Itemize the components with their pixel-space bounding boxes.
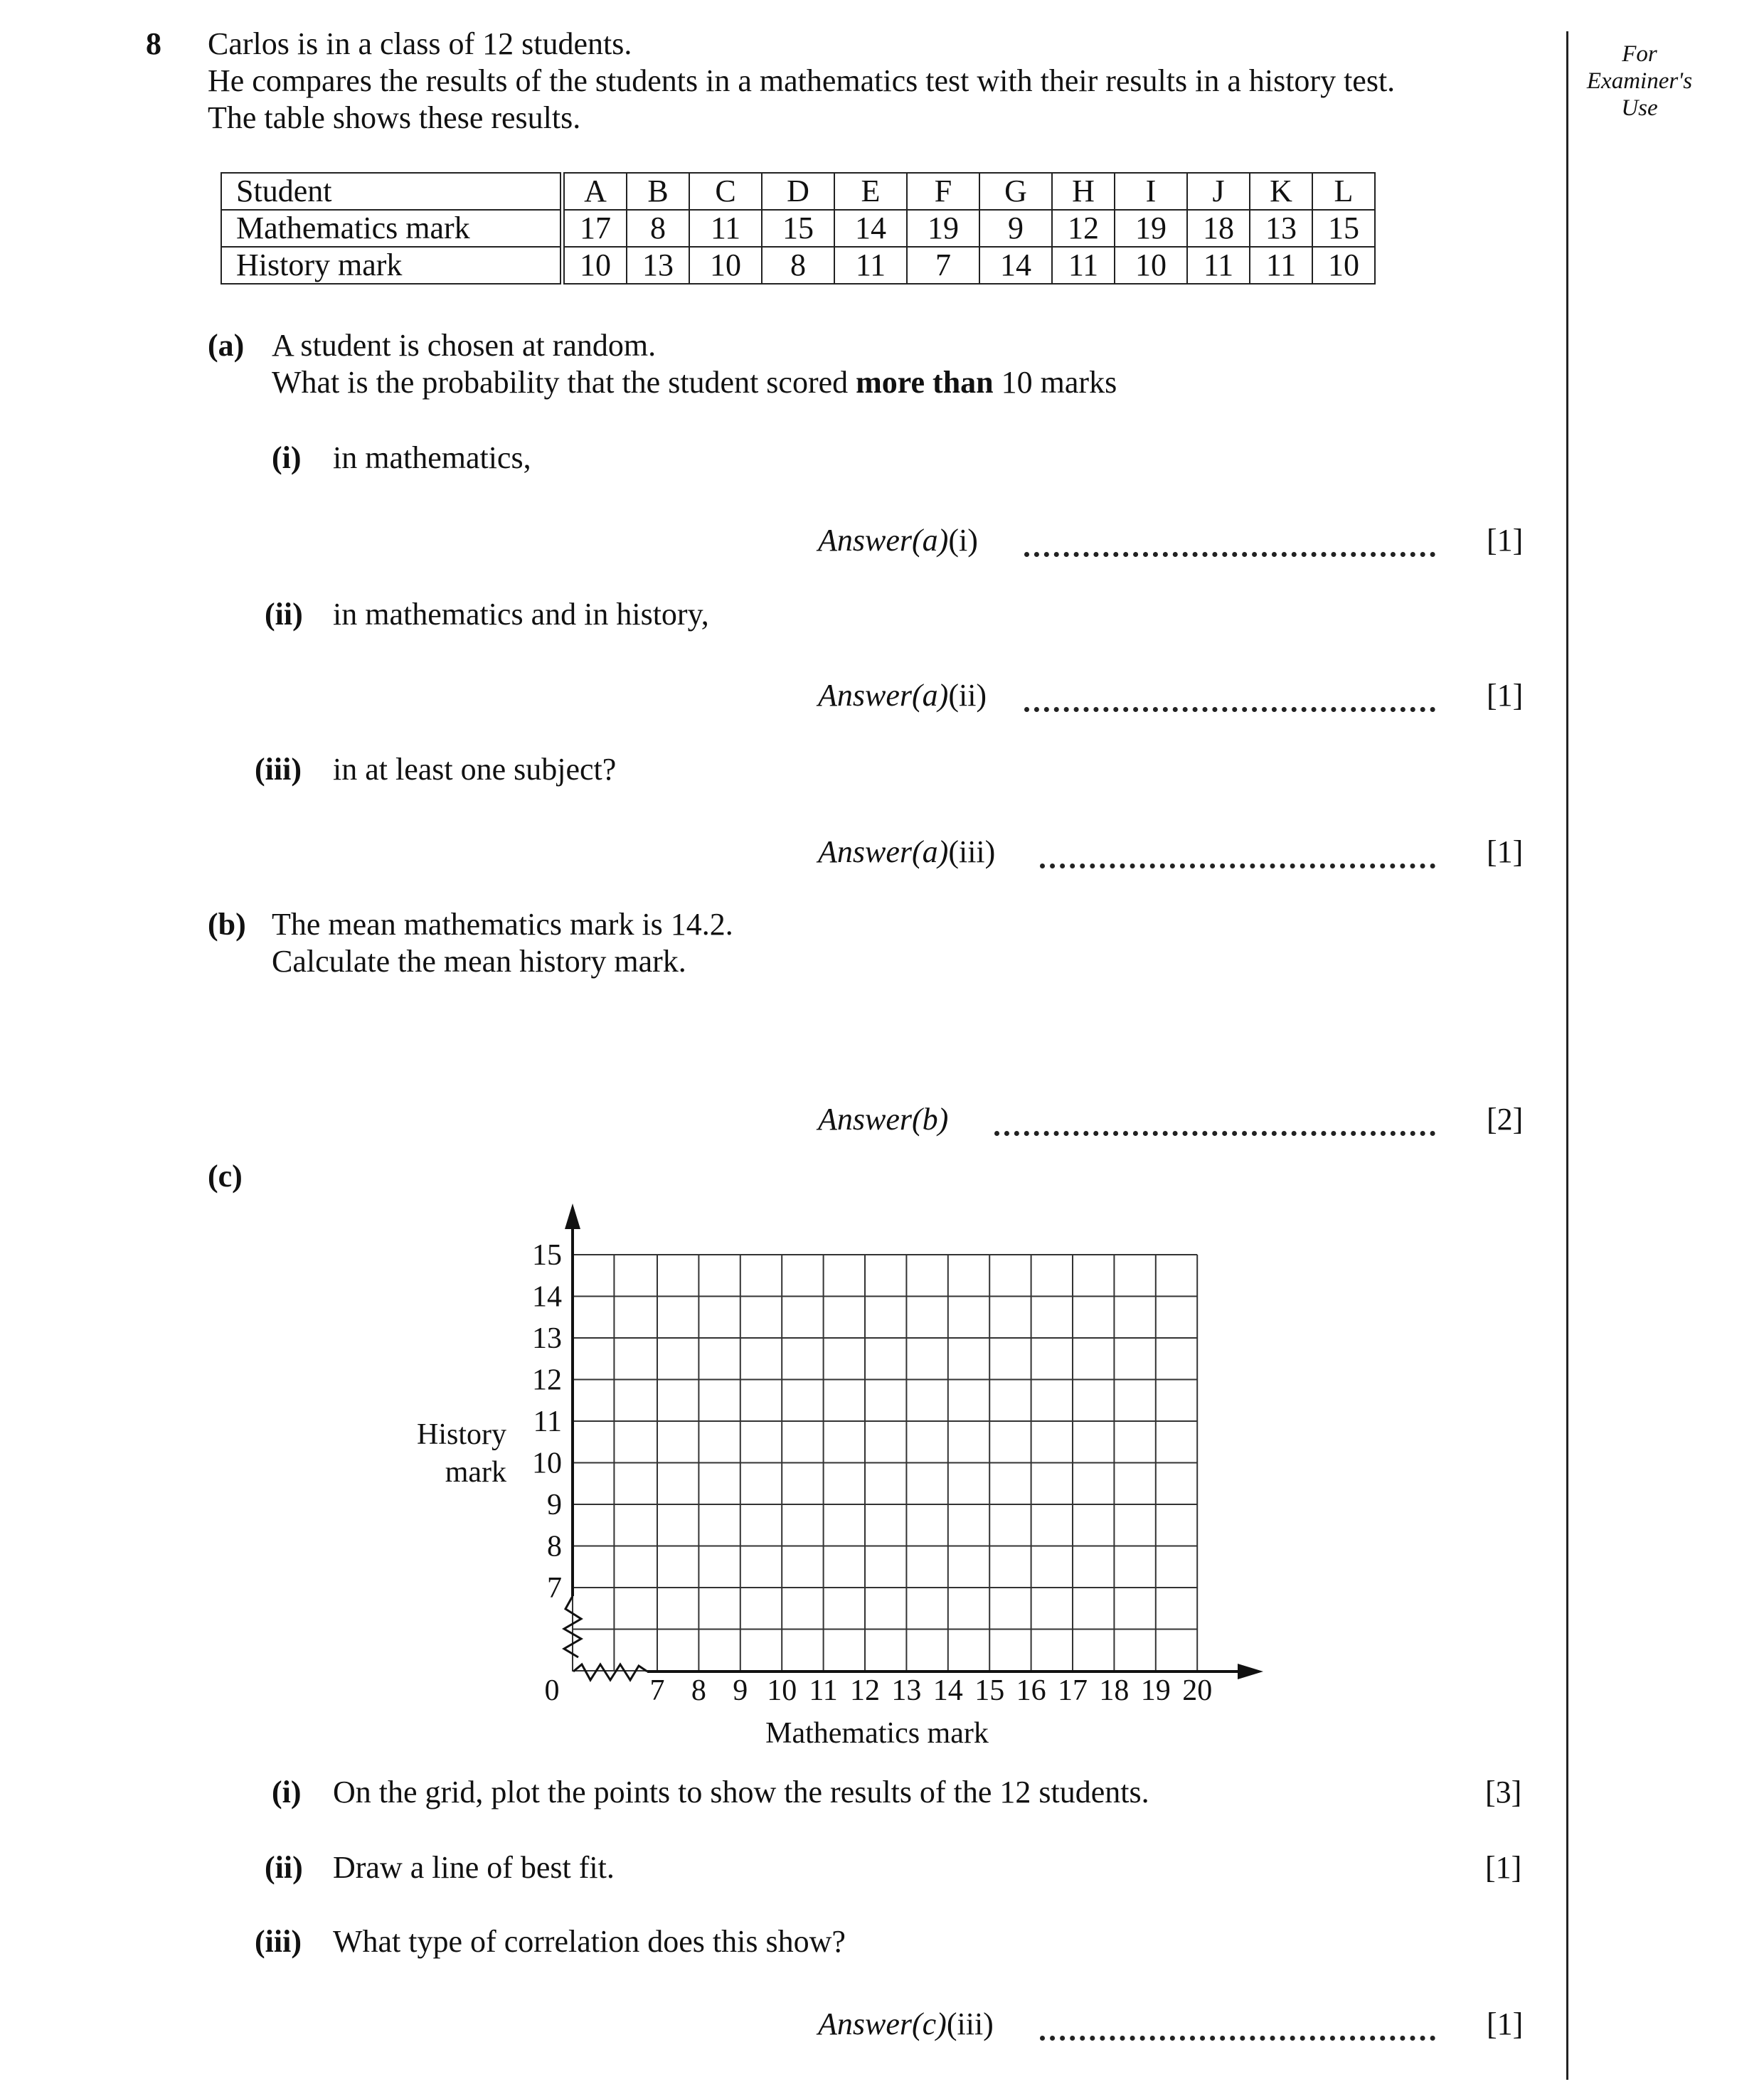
x-tick-label: 7 xyxy=(649,1674,665,1707)
x-tick-label: 13 xyxy=(891,1674,922,1707)
answer-c-iii-line[interactable] xyxy=(1040,2036,1435,2041)
history-mark-cell: 13 xyxy=(627,247,689,284)
tick-labels xyxy=(532,1239,1212,1707)
marks-a-iii: [1] xyxy=(1487,834,1524,869)
marks-c-ii: [1] xyxy=(1485,1850,1522,1885)
student-cell: F xyxy=(907,173,979,210)
history-mark-cell: 11 xyxy=(1052,247,1115,284)
y-tick-label: 15 xyxy=(532,1239,562,1272)
y-axis-arrow xyxy=(565,1203,580,1229)
y-axis-label-line-2: mark xyxy=(445,1456,506,1489)
part-a-line-2-pre: What is the probability that the student scored xyxy=(272,365,856,400)
student-cell: D xyxy=(762,173,834,210)
math-mark-cell: 15 xyxy=(762,210,834,247)
examiner-use-line-2: Examiner's xyxy=(1586,68,1693,94)
y-axis-label-line-1: History xyxy=(417,1418,506,1451)
part-b-line-1: The mean mathematics mark is 14.2. xyxy=(272,907,733,942)
part-a-line-1: A student is chosen at random. xyxy=(272,328,657,363)
row-header-student: Student xyxy=(221,173,563,210)
part-b-label: (b) xyxy=(208,907,246,942)
answer-c-iii-label xyxy=(818,2006,994,2043)
part-c-iii-text: What type of correlation does this show? xyxy=(333,1924,846,1959)
student-cell: A xyxy=(563,173,627,210)
x-tick-label: 17 xyxy=(1058,1674,1088,1707)
intro-line-1: Carlos is in a class of 12 students. xyxy=(208,26,632,61)
x-tick-label: 10 xyxy=(767,1674,797,1707)
origin-label: 0 xyxy=(544,1674,560,1707)
row-header-history: History mark xyxy=(221,247,563,284)
part-a-i-label: (i) xyxy=(272,440,302,475)
part-a-iii-text: in at least one subject? xyxy=(333,752,617,787)
row-header-math: Mathematics mark xyxy=(221,210,563,247)
x-tick-label: 18 xyxy=(1099,1674,1130,1707)
x-axis-break xyxy=(573,1664,647,1680)
y-tick-label: 7 xyxy=(547,1572,562,1605)
student-cell: I xyxy=(1115,173,1187,210)
x-tick-label: 8 xyxy=(691,1674,706,1707)
student-cell: K xyxy=(1250,173,1312,210)
math-mark-cell: 18 xyxy=(1187,210,1250,247)
x-axis-arrow xyxy=(1238,1664,1263,1679)
examiner-use-line-1: For xyxy=(1622,41,1657,67)
examiner-use-line-3: Use xyxy=(1621,95,1658,121)
part-c-i-text: On the grid, plot the points to show the results of the 12 students. xyxy=(333,1775,1149,1809)
part-c-ii-label: (ii) xyxy=(265,1850,303,1885)
marks-b: [2] xyxy=(1487,1102,1524,1137)
part-a-iii-label: (iii) xyxy=(255,752,302,787)
part-a-ii-label: (ii) xyxy=(265,597,303,632)
answer-b-label: Answer(b) xyxy=(818,1102,949,1137)
math-mark-cell: 12 xyxy=(1052,210,1115,247)
math-mark-cell: 15 xyxy=(1312,210,1375,247)
answer-a-iii-label-roman: (iii) xyxy=(948,834,996,869)
y-tick-label: 13 xyxy=(532,1322,562,1355)
axes xyxy=(564,1203,1263,1680)
part-c-ii-text: Draw a line of best fit. xyxy=(333,1850,615,1885)
part-c-i-label: (i) xyxy=(272,1775,302,1809)
y-tick-label: 11 xyxy=(533,1405,562,1438)
x-tick-label: 15 xyxy=(974,1674,1005,1707)
x-tick-label: 11 xyxy=(809,1674,838,1707)
student-cell: H xyxy=(1052,173,1115,210)
part-b-line-2: Calculate the mean history mark. xyxy=(272,944,686,979)
grid-lines xyxy=(573,1255,1197,1672)
student-cell: B xyxy=(627,173,689,210)
answer-a-i-label-roman: (i) xyxy=(948,523,978,558)
math-mark-cell: 9 xyxy=(979,210,1052,247)
math-mark-cell: 14 xyxy=(834,210,907,247)
answer-c-iii-label-roman: (iii) xyxy=(946,2007,994,2041)
y-tick-label: 12 xyxy=(532,1364,562,1397)
math-mark-cell: 19 xyxy=(907,210,979,247)
student-cell: C xyxy=(689,173,762,210)
x-tick-label: 14 xyxy=(933,1674,963,1707)
history-mark-cell: 8 xyxy=(762,247,834,284)
x-tick-label: 16 xyxy=(1016,1674,1046,1707)
marks-a-ii: [1] xyxy=(1487,678,1524,713)
answer-c-iii-label-italic: Answer(c) xyxy=(818,2007,947,2041)
marks-a-i: [1] xyxy=(1487,523,1524,558)
part-c-iii-label: (iii) xyxy=(255,1924,302,1959)
part-a-i-text: in mathematics, xyxy=(333,440,531,475)
intro-line-2: He compares the results of the students in a mathematics test with their results in a history test. xyxy=(208,63,1396,98)
student-cell: L xyxy=(1312,173,1375,210)
student-cell: G xyxy=(979,173,1052,210)
y-tick-label: 14 xyxy=(532,1280,562,1314)
y-tick-label: 10 xyxy=(532,1447,562,1480)
intro-line-3: The table shows these results. xyxy=(208,100,581,135)
history-mark-cell: 14 xyxy=(979,247,1052,284)
part-a-ii-text: in mathematics and in history, xyxy=(333,597,709,632)
math-mark-cell: 19 xyxy=(1115,210,1187,247)
student-cell: J xyxy=(1187,173,1250,210)
part-c-label: (c) xyxy=(208,1159,243,1194)
x-tick-label: 12 xyxy=(850,1674,880,1707)
part-a-line-2-bold: more than xyxy=(856,365,994,400)
x-axis-label: Mathematics mark xyxy=(765,1717,989,1750)
y-tick-label: 9 xyxy=(547,1489,562,1521)
x-tick-label: 9 xyxy=(733,1674,748,1707)
part-a-line-2-post: 10 marks xyxy=(993,365,1117,400)
question-number: 8 xyxy=(146,26,161,61)
marks-c-i: [3] xyxy=(1485,1775,1522,1809)
answer-a-iii-label-italic: Answer(a) xyxy=(818,834,949,869)
history-mark-cell: 10 xyxy=(689,247,762,284)
math-mark-cell: 13 xyxy=(1250,210,1312,247)
history-mark-cell: 7 xyxy=(907,247,979,284)
history-mark-cell: 10 xyxy=(1312,247,1375,284)
history-mark-cell: 11 xyxy=(834,247,907,284)
marks-c-iii: [1] xyxy=(1487,2007,1524,2041)
history-mark-cell: 10 xyxy=(1115,247,1187,284)
part-a-label: (a) xyxy=(208,328,245,363)
math-mark-cell: 17 xyxy=(563,210,627,247)
answer-a-ii-label-italic: Answer(a) xyxy=(818,678,949,713)
x-tick-label: 20 xyxy=(1182,1674,1213,1707)
history-mark-cell: 10 xyxy=(563,247,627,284)
answer-a-ii-label-roman: (ii) xyxy=(948,678,987,713)
x-tick-label: 19 xyxy=(1140,1674,1171,1707)
answer-a-i-label-italic: Answer(a) xyxy=(818,523,949,558)
math-mark-cell: 11 xyxy=(689,210,762,247)
student-cell: E xyxy=(834,173,907,210)
history-mark-cell: 11 xyxy=(1187,247,1250,284)
history-mark-cell: 11 xyxy=(1250,247,1312,284)
y-tick-label: 8 xyxy=(547,1530,562,1563)
math-mark-cell: 8 xyxy=(627,210,689,247)
